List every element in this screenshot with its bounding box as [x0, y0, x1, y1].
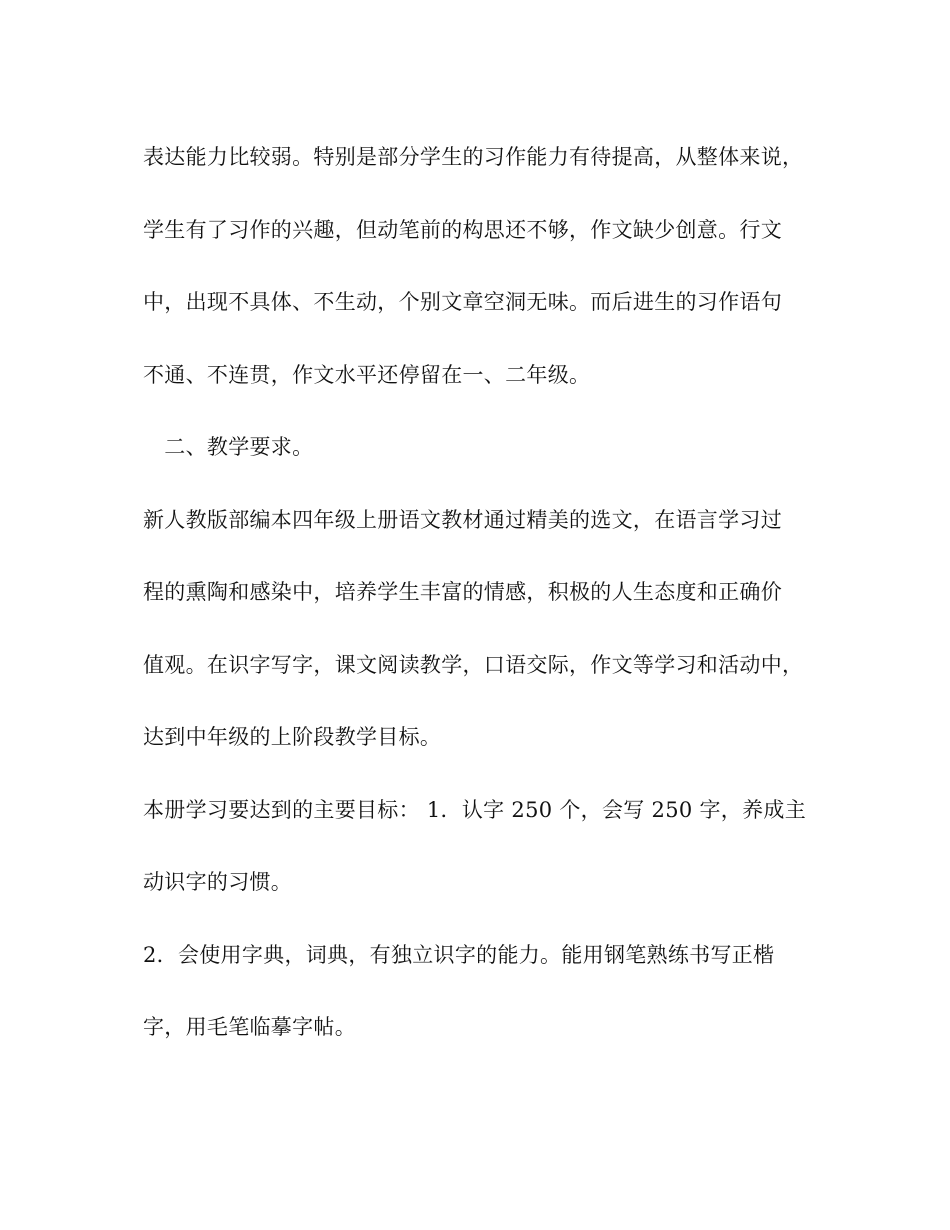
text-line: 字，用毛笔临摹字帖。 [143, 1015, 356, 1039]
text-line: 2．会使用字典，词典，有独立识字的能力。能用钢笔熟练书写正楷 [143, 943, 775, 967]
text-line: 动识字的习惯。 [143, 870, 293, 894]
text-line: 值观。在识字写字，课文阅读教学，口语交际，作文等学习和活动中， [143, 653, 804, 677]
text-line: 本册学习要达到的主要目标： 1．认字 250 个，会写 250 字，养成主 [143, 798, 806, 822]
text-line: 表达能力比较弱。特别是部分学生的习作能力有待提高，从整体来说， [143, 145, 804, 169]
text-line: 程的熏陶和感染中，培养学生丰富的情感，积极的人生态度和正确价 [143, 580, 782, 604]
text-line: 不通、不连贯，作文水平还停留在一、二年级。 [143, 363, 591, 387]
text-line: 中，出现不具体、不生动，个别文章空洞无味。而后进生的习作语句 [143, 290, 782, 314]
text-line: 学生有了习作的兴趣，但动笔前的构思还不够，作文缺少创意。行文 [143, 218, 782, 242]
text-line: 新人教版部编本四年级上册语文教材通过精美的选文，在语言学习过 [143, 508, 782, 532]
text-line: 达到中年级的上阶段教学目标。 [143, 725, 442, 749]
section-heading: 二、教学要求。 [143, 435, 314, 459]
